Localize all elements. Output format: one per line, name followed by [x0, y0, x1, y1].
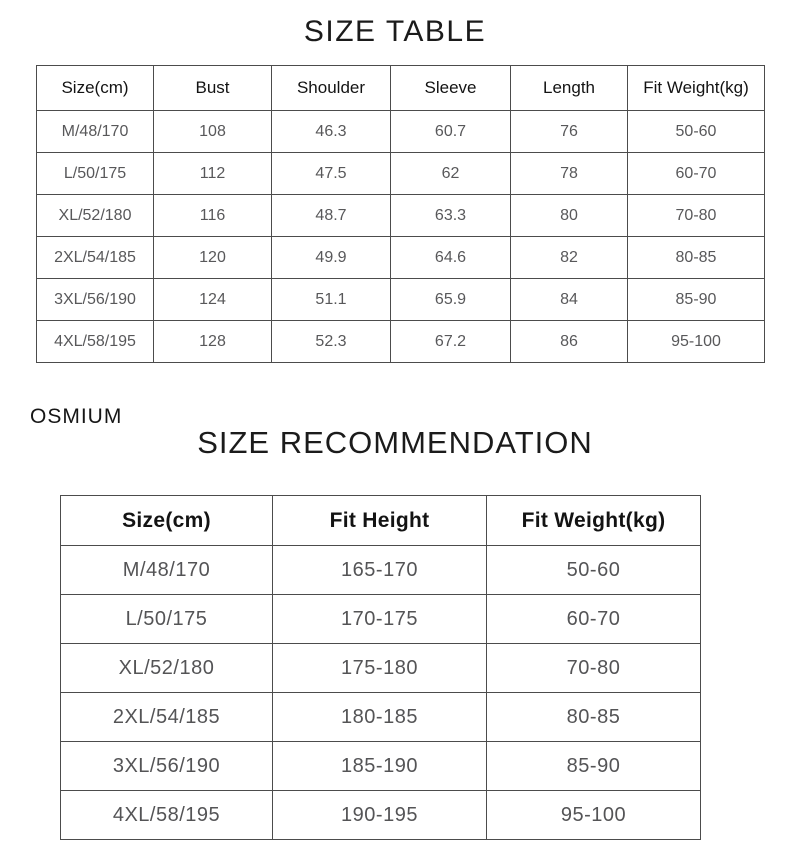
cell-fit-weight: 60-70	[487, 595, 701, 644]
cell-shoulder: 48.7	[272, 195, 391, 237]
cell-size: XL/52/180	[61, 644, 273, 693]
cell-bust: 128	[154, 321, 272, 363]
table-row	[61, 693, 701, 742]
cell-size: 3XL/56/190	[37, 279, 154, 321]
cell-bust: 116	[154, 195, 272, 237]
cell-size: 3XL/56/190	[61, 742, 273, 791]
table-row	[61, 546, 701, 595]
cell-shoulder: 46.3	[272, 111, 391, 153]
cell-fit-weight: 60-70	[628, 153, 765, 195]
cell-shoulder: 47.5	[272, 153, 391, 195]
recommendation-header-row	[61, 496, 701, 546]
brand-label: OSMIUM	[30, 405, 123, 428]
cell-bust: 112	[154, 153, 272, 195]
table-row	[61, 791, 701, 840]
table-row	[61, 742, 701, 791]
cell-size: L/50/175	[61, 595, 273, 644]
size-table-header-row	[37, 66, 765, 111]
cell-sleeve: 65.9	[391, 279, 511, 321]
cell-fit-weight: 85-90	[628, 279, 765, 321]
cell-sleeve: 62	[391, 153, 511, 195]
table-row	[61, 644, 701, 693]
table-row	[37, 195, 765, 237]
cell-bust: 108	[154, 111, 272, 153]
cell-size: 4XL/58/195	[61, 791, 273, 840]
cell-size: 4XL/58/195	[37, 321, 154, 363]
size-table-title: SIZE TABLE	[303, 15, 487, 48]
cell-length: 78	[511, 153, 628, 195]
cell-sleeve: 60.7	[391, 111, 511, 153]
cell-fit-height: 170-175	[273, 595, 487, 644]
col-header-fit-weight: Fit Weight(kg)	[487, 496, 701, 546]
cell-sleeve: 64.6	[391, 237, 511, 279]
cell-fit-height: 190-195	[273, 791, 487, 840]
cell-fit-height: 180-185	[273, 693, 487, 742]
cell-bust: 124	[154, 279, 272, 321]
cell-fit-weight: 95-100	[487, 791, 701, 840]
cell-length: 76	[511, 111, 628, 153]
col-header-shoulder: Shoulder	[272, 66, 391, 111]
size-recommendation-table	[60, 495, 701, 840]
cell-size: M/48/170	[37, 111, 154, 153]
col-header-length: Length	[511, 66, 628, 111]
cell-sleeve: 67.2	[391, 321, 511, 363]
cell-size: 2XL/54/185	[61, 693, 273, 742]
cell-length: 84	[511, 279, 628, 321]
cell-fit-height: 185-190	[273, 742, 487, 791]
col-header-fit-weight: Fit Weight(kg)	[628, 66, 765, 111]
cell-fit-weight: 70-80	[628, 195, 765, 237]
table-row	[37, 111, 765, 153]
size-recommendation-title: SIZE RECOMMENDATION	[197, 425, 593, 460]
cell-length: 80	[511, 195, 628, 237]
cell-size: L/50/175	[37, 153, 154, 195]
cell-fit-height: 175-180	[273, 644, 487, 693]
table-row	[37, 153, 765, 195]
size-table	[36, 65, 765, 363]
col-header-bust: Bust	[154, 66, 272, 111]
cell-fit-weight: 80-85	[628, 237, 765, 279]
cell-fit-weight: 50-60	[628, 111, 765, 153]
table-row	[61, 595, 701, 644]
table-row	[37, 279, 765, 321]
cell-bust: 120	[154, 237, 272, 279]
cell-length: 82	[511, 237, 628, 279]
cell-sleeve: 63.3	[391, 195, 511, 237]
cell-fit-weight: 95-100	[628, 321, 765, 363]
table-row	[37, 237, 765, 279]
cell-fit-weight: 80-85	[487, 693, 701, 742]
col-header-size: Size(cm)	[37, 66, 154, 111]
col-header-size: Size(cm)	[61, 496, 273, 546]
cell-shoulder: 49.9	[272, 237, 391, 279]
table-row	[37, 321, 765, 363]
cell-fit-weight: 85-90	[487, 742, 701, 791]
cell-size: XL/52/180	[37, 195, 154, 237]
col-header-fit-height: Fit Height	[273, 496, 487, 546]
cell-size: 2XL/54/185	[37, 237, 154, 279]
cell-shoulder: 52.3	[272, 321, 391, 363]
cell-length: 86	[511, 321, 628, 363]
cell-shoulder: 51.1	[272, 279, 391, 321]
cell-fit-weight: 70-80	[487, 644, 701, 693]
cell-fit-height: 165-170	[273, 546, 487, 595]
section-heading-area	[0, 405, 790, 460]
col-header-sleeve: Sleeve	[391, 66, 511, 111]
cell-fit-weight: 50-60	[487, 546, 701, 595]
cell-size: M/48/170	[61, 546, 273, 595]
